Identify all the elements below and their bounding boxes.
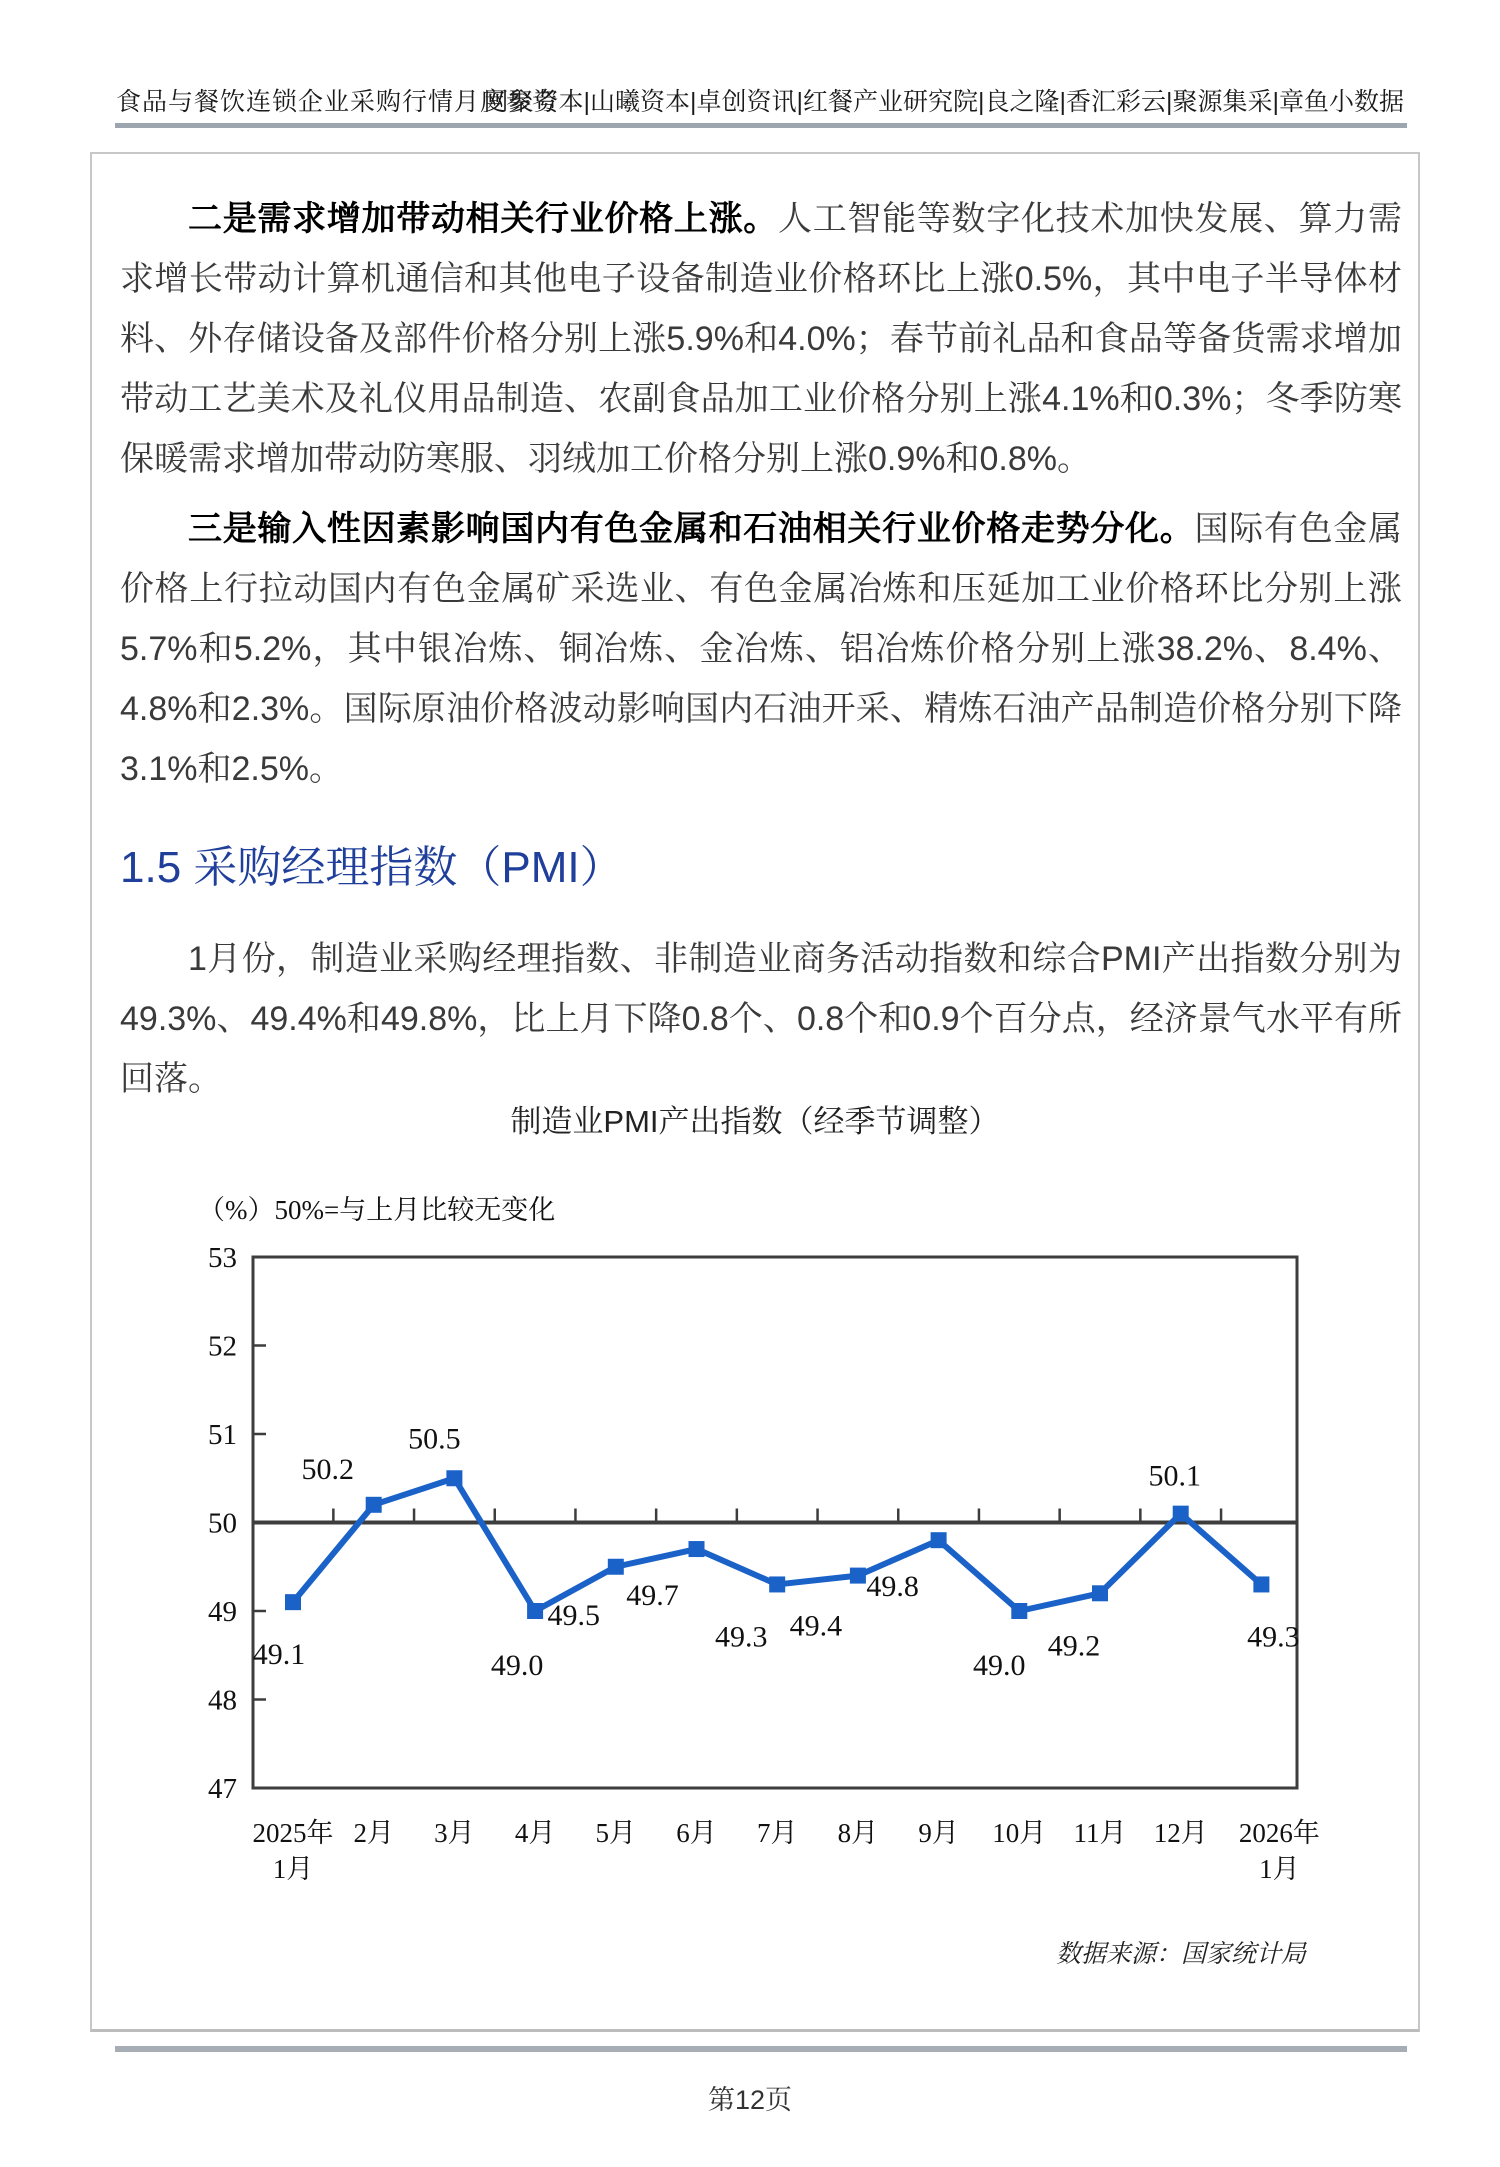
x-tick-label: 11月: [1073, 1818, 1127, 1848]
data-point-marker: [285, 1594, 301, 1610]
data-point-label: 49.5: [547, 1598, 601, 1632]
y-tick-label: 53: [208, 1242, 237, 1274]
chart-title: 制造业PMI产出指数（经季节调整）: [510, 1104, 1000, 1139]
pmi-line-chart: [92, 1237, 1418, 1917]
chart-unit-note: （%）50%=与上月比较无变化: [198, 1195, 556, 1225]
body-paragraphs: [120, 189, 1402, 809]
paragraph-text: 国际有色金属价格上行拉动国内有色金属矿采选业、有色金属冶炼和压延加工业价格环比分别上涨5.7%和5.2%，其中银冶炼、铜冶炼、金冶炼、铝冶炼价格分别上涨38.2%、8.4%、4.8%和2.3%。国际原油价格波动影响国内石油开采、精炼石油产品制造价格分别下降3.1%和2.5%。: [120, 510, 1402, 788]
data-point-marker: [689, 1541, 705, 1557]
content-box: [90, 152, 1420, 2032]
y-tick-label: 51: [208, 1419, 237, 1451]
x-tick-label: 4月: [514, 1818, 556, 1848]
data-point-label: 49.0: [973, 1649, 1026, 1682]
data-point-marker: [366, 1497, 382, 1513]
footer-divider: [115, 2046, 1407, 2052]
y-tick-label: 52: [208, 1330, 237, 1363]
section-paragraph: 1月份，制造业采购经理指数、非制造业商务活动指数和综合PMI产出指数分别为49.3%、49.4%和49.8%，比上月下降0.8个、0.8个和0.9个百分点，经济景气水平有所回落。: [120, 940, 1402, 1098]
data-point-label: 49.3: [1247, 1620, 1300, 1654]
data-point-marker: [1011, 1603, 1027, 1619]
data-point-marker: [1253, 1576, 1269, 1592]
data-point-marker: [931, 1532, 947, 1548]
paragraph-text: 人工智能等数字化技术加快发展、算力需求增长带动计算机通信和其他电子设备制造业价格环比上涨0.5%，其中电子半导体材料、外存储设备及部件价格分别上涨5.9%和4.0%；春节前礼品和食品等备货需求增加带动工艺美术及礼仪用品制造、农副食品加工业价格分别上涨4.1%和0.3%；冬季防寒保暖需求增加带动防寒服、羽绒加工价格分别上涨0.9%和0.8%。: [120, 200, 1402, 478]
x-tick-label: 12月: [1153, 1818, 1208, 1848]
header-divider: [115, 123, 1407, 128]
data-point-label: 50.1: [1148, 1459, 1201, 1493]
x-tick-label: 10月: [992, 1818, 1047, 1848]
y-tick-label: 47: [208, 1773, 237, 1805]
x-tick-label: 2026年 1月: [1238, 1818, 1320, 1884]
paragraph-third-point: [120, 499, 1402, 799]
x-tick-label: 7月: [756, 1818, 798, 1848]
x-tick-label: 2月: [353, 1818, 394, 1848]
data-point-label: 49.0: [490, 1649, 544, 1682]
section-heading-1-5-pmi: 1.5 采购经理指数（PMI）: [120, 843, 624, 892]
data-point-marker: [608, 1559, 624, 1575]
x-tick-label: 8月: [837, 1818, 879, 1848]
y-tick-label: 49: [208, 1596, 237, 1628]
header-left-title: 食品与餐饮连锁企业采购行情月度参考: [116, 88, 559, 116]
x-tick-label: 9月: [918, 1818, 959, 1848]
data-point-label: 49.2: [1047, 1629, 1101, 1663]
data-point-marker: [527, 1603, 543, 1619]
y-tick-label: 48: [208, 1684, 237, 1717]
data-point-label: 49.3: [714, 1620, 768, 1654]
paragraph-lead: 三是输入性因素影响国内有色金属和石油相关行业价格走势分化。: [188, 510, 1195, 548]
data-point-label: 49.4: [789, 1609, 843, 1643]
header-right-brands: 网聚资本|山曦资本|卓创资讯|红餐产业研究院|良之隆|香汇彩云|聚源集采|章鱼小数据: [483, 88, 1404, 116]
data-point-marker: [850, 1568, 866, 1584]
x-tick-label: 2025年 1月: [252, 1818, 334, 1884]
data-source-note: 数据来源：国家统计局: [1055, 1941, 1306, 1968]
y-tick-label: 50: [208, 1507, 237, 1540]
data-point-label: 50.2: [301, 1452, 354, 1486]
data-point-marker: [446, 1470, 462, 1486]
data-point-marker: [1092, 1585, 1108, 1601]
paragraph-lead: 二是需求增加带动相关行业价格上涨。: [188, 200, 778, 238]
data-point-marker: [1173, 1506, 1189, 1522]
data-point-label: 50.5: [408, 1422, 461, 1456]
paragraph-second-point: [120, 189, 1402, 489]
x-tick-label: 5月: [595, 1818, 637, 1848]
data-point-marker: [769, 1576, 785, 1592]
data-point-label: 49.7: [626, 1579, 679, 1613]
data-point-label: 49.1: [252, 1638, 306, 1672]
page-number: 第12页: [707, 2085, 793, 2115]
data-point-label: 49.8: [866, 1570, 919, 1604]
x-tick-label: 3月: [434, 1818, 475, 1848]
x-tick-label: 6月: [676, 1818, 717, 1848]
